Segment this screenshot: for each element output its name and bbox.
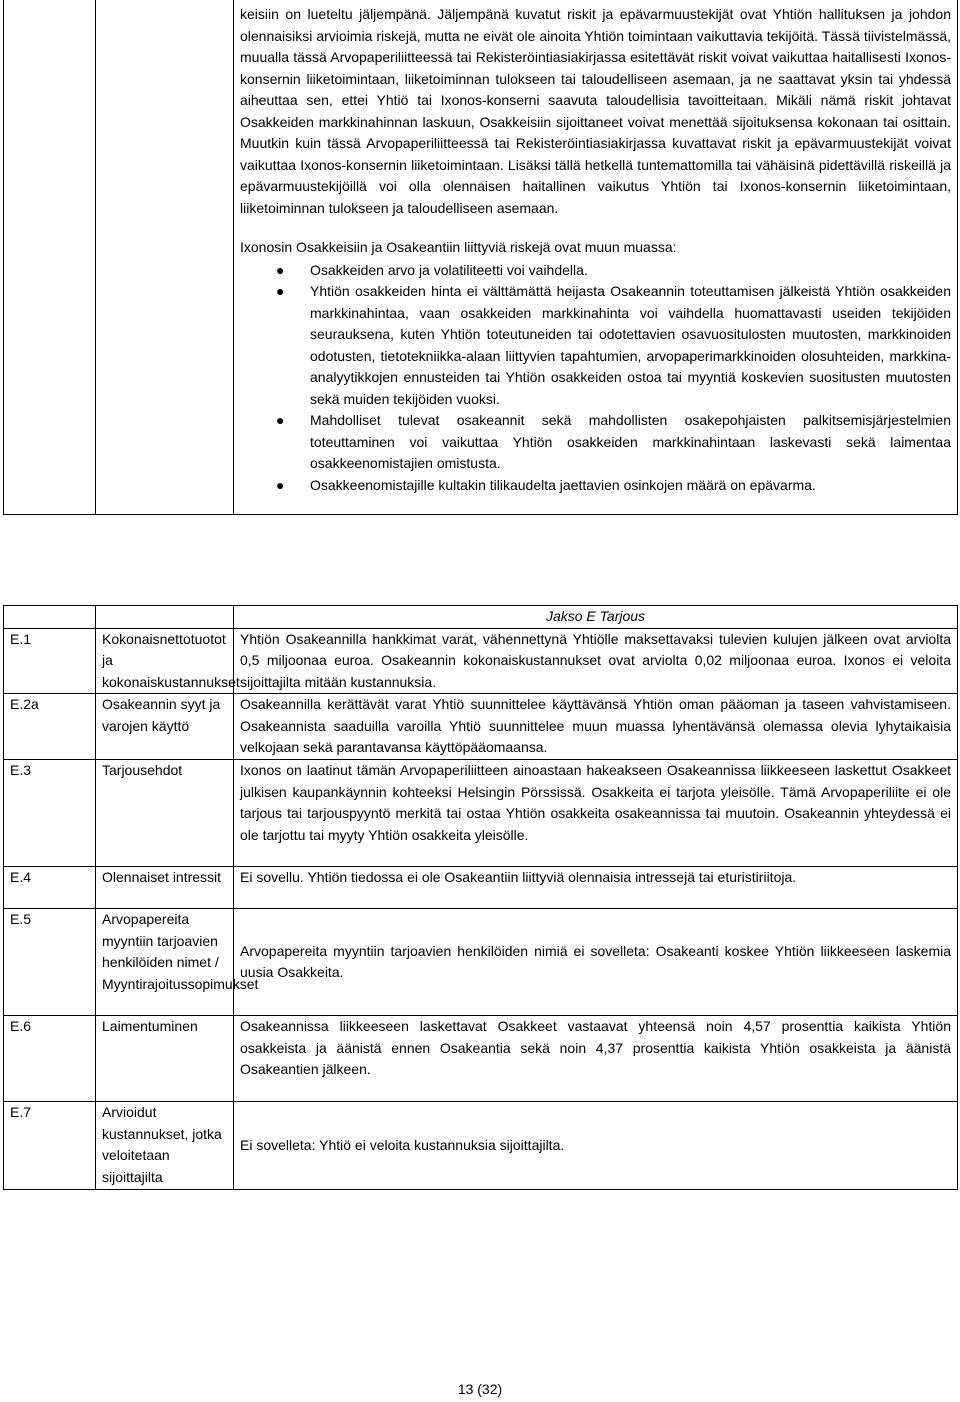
row-text: Ei sovellu. Yhtiön tiedossa ei ole Osakeantiin liittyviä olennaisia intressejä tai eturistiriitoja.	[234, 867, 958, 909]
table-row	[4, 867, 958, 909]
table-row	[4, 628, 958, 694]
row-id: E.5	[4, 909, 96, 1016]
offer-table	[3, 605, 958, 1190]
list-item: ● Osakkeenomistajille kultakin tilikaudelta jaettavien osinkojen määrä on epävarma.	[310, 475, 951, 497]
bullet-icon: ●	[276, 283, 285, 299]
table-row	[4, 1102, 958, 1190]
list-item: ● Osakkeiden arvo ja volatiliteetti voi vaihdella.	[310, 260, 951, 282]
row-id: E.7	[4, 1102, 96, 1190]
row-label: Osakeannin syyt ja varojen käyttö	[96, 694, 234, 760]
row-label: Arvopapereita myyntiin tarjoavien henkilöiden nimet / Myyntirajoitussopimukset	[96, 909, 234, 1016]
bullet-icon: ●	[276, 412, 285, 428]
row-text: Ei sovelleta: Yhtiö ei veloita kustannuksia sijoittajilta.	[234, 1102, 958, 1190]
table-row	[4, 694, 958, 760]
table-row	[4, 760, 958, 867]
table-row	[4, 909, 958, 1016]
row-id: E.6	[4, 1016, 96, 1102]
row-text: Ixonos on laatinut tämän Arvopaperiliitteen ainoastaan hakeakseen Osakeannissa liikkeeseen laskettut Osakkeet julkisen kaupankäynnin kohteeksi Helsingin Pörssissä. Osakkeita ei tarjota yleisölle. Tämä Arvopaperiliite ei ole tarjous tai tarjouspyyntö merkitä tai ostaa Yhtiön osakkeita osakeannissa tai muutoin. Osakeannin yhteydessä ei ole tarjottu tai myyty Yhtiön osakkeita yleisölle.	[234, 760, 958, 867]
row-text: Osakeannilla kerättävät varat Yhtiö suunnittelee käyttävänsä Yhtiön oman pääoman ja taseen vahvistamiseen. Osakeannista saaduilla varoilla Yhtiö suunnittelee muun muassa lyhentävänsä olemassa olevia lyhytaikaisia velkojaan sekä parantavansa käyttöpääomaansa.	[234, 694, 958, 760]
row-label: Olennaiset intressit	[96, 867, 234, 909]
risk-label-cell	[96, 0, 234, 515]
page-number: 13 (32)	[457, 1381, 503, 1397]
table-row	[4, 1016, 958, 1102]
risk-id-cell	[4, 0, 96, 515]
risk-bullet-list	[240, 260, 951, 497]
list-item: ● Yhtiön osakkeiden hinta ei välttämättä heijasta Osakeannin toteuttamisen jälkeistä Yhtiön osakkeiden markkinahintaa, vaan osakkeiden markkinahinta voi vaihdella huomattavasti useiden tekijöiden seurauksena, kuten Yhtiön toteutuneiden tai odotettavien osavuositulosten muutosten, markkinoiden odotusten, tietotekniikka-alaan liittyvien tapahtumien, arvopaperimarkkinoiden olosuhteiden, markkina-analyytikkojen ennusteiden tai Yhtiön osakkeiden ostoa tai myyntiä koskevien suositusten muutosten sekä muiden tekijöiden vuoksi.	[276, 283, 951, 407]
row-text: Osakeannissa liikkeeseen laskettavat Osakkeet vastaavat yhteensä noin 4,57 prosenttia kaikista Yhtiön osakkeista ja äänistä ennen Osakeantia sekä noin 4,37 prosenttia kaikista Yhtiön osakkeista ja äänistä Osakeantien jälkeen.	[234, 1016, 958, 1102]
bullet-icon: ●	[276, 261, 285, 278]
risk-content-cell	[234, 0, 958, 515]
bullet-icon: ●	[276, 476, 285, 493]
row-text: Yhtiön Osakeannilla hankkimat varat, vähennettynä Yhtiölle maksettavaksi tulevien kulujen jälkeen ovat arviolta 0,5 miljoonaa euroa. Osakeannin kokonaiskustannukset ovat arviolta 0,02 miljoonaa euroa. Ixonos ei veloita sijoittajilta mitään kustannuksia.	[234, 628, 958, 694]
row-id: E.4	[4, 867, 96, 909]
section-heading: Jakso E Tarjous	[234, 606, 958, 629]
row-id: E.3	[4, 760, 96, 867]
risk-table	[3, 0, 958, 515]
risk-intro: Ixonosin Osakkeisiin ja Osakeantiin liittyviä riskejä ovat muun muassa:	[240, 239, 677, 255]
row-id: E.1	[4, 628, 96, 694]
row-label: Laimentuminen	[96, 1016, 234, 1102]
row-label: Kokonaisnettotuotot ja kokonaiskustannukset	[96, 628, 234, 694]
risk-paragraph: keisiin on lueteltu jäljempänä. Jäljempänä kuvatut riskit ja epävarmuustekijät ovat Yhtiön hallituksen ja johdon olennaisiksi arvioimia riskejä, mutta ne eivät ole ainoita Yhtiön toimintaan vaikuttavia tekijöitä. Tässä tiivistelmässä, muualla tässä Arvopaperiliitteessä tai Rekisteröintiasiakirjassa esitettävät riskit voivat vaikuttaa haitallisesti Ixonos-konsernin liiketoimintaan, liiketoiminnan tulokseen tai taloudelliseen asemaan, ja ne saattavat yksin tai yhdessä aiheuttaa sen, ettei Yhtiö tai Ixonos-konserni saavuta taloudellisia tavoitteitaan. Mikäli nämä riskit johtavat Osakkeiden markkinahinnan laskuun, Osakkeisiin sijoittaneet voivat menettää sijoituksensa kokonaan tai osittain. Muutkin kuin tässä Arvopaperiliitteessä tai Rekisteröintiasiakirjassa kuvattavat riskit ja epävarmuustekijät voivat vaikuttaa Ixonos-konsernin liiketoimintaan. Lisäksi tällä hetkellä tuntemattomilla tai vähäisinä pidettävillä riskeillä ja epävarmuustekijöillä voi olla olennaisen haitallinen vaikutus Yhtiön tai Ixonos-konsernin liiketoimintaan, liiketoiminnan tulokseen ja taloudelliseen asemaan.	[240, 6, 951, 216]
offer-heading-row	[4, 606, 958, 629]
row-label: Arvioidut kustannukset, jotka veloitetaan sijoittajilta	[96, 1102, 234, 1190]
list-item: ● Mahdolliset tulevat osakeannit sekä mahdollisten osakepohjaisten palkitsemisjärjestelmien toteuttaminen voi vaikuttaa Yhtiön osakkeiden markkinahintaan laskevasti sekä laimentaa osakkeenomistajien omistusta.	[276, 412, 951, 471]
risk-row	[4, 0, 958, 515]
row-label: Tarjousehdot	[96, 760, 234, 867]
row-text: Arvopapereita myyntiin tarjoavien henkilöiden nimiä ei sovelleta: Osakeanti koskee Yhtiön liikkeeseen laskemia uusia Osakkeita.	[234, 909, 958, 1016]
row-id: E.2a	[4, 694, 96, 760]
